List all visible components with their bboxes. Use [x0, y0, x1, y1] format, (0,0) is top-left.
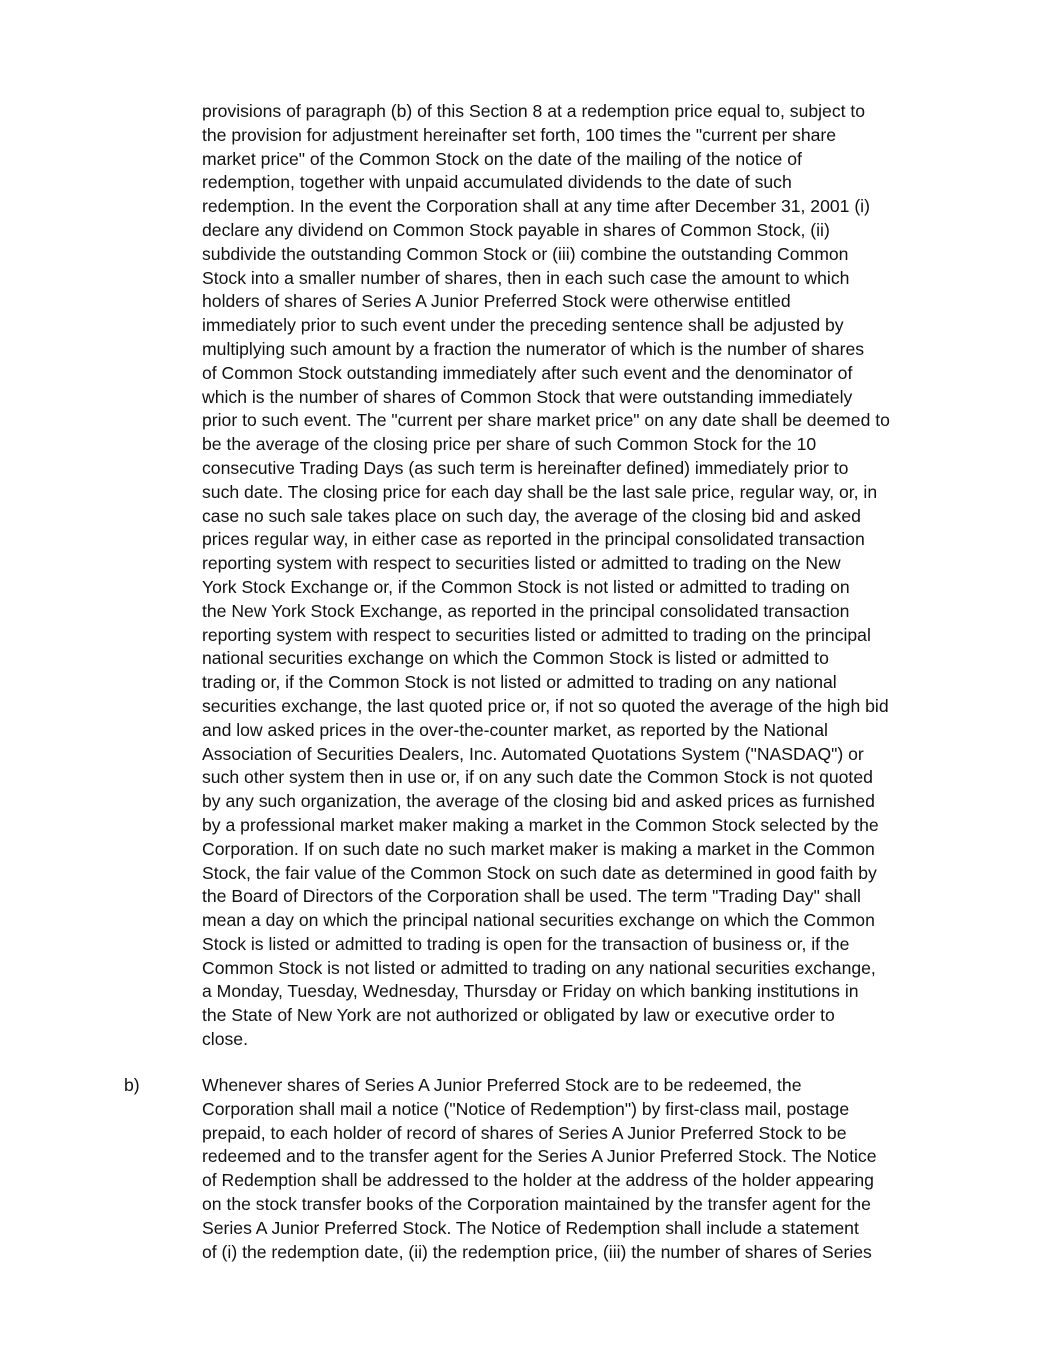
text-line: York Stock Exchange or, if the Common Stock is not listed or admitted to trading on — [202, 576, 850, 597]
text-line: the Board of Directors of the Corporation shall be used. The term "Trading Day" shall — [202, 886, 861, 907]
text-line: Corporation shall mail a notice ("Notice of Redemption") by first-class mail, postage — [202, 1098, 850, 1119]
text-line: the provision for adjustment hereinafter set forth, 100 times the "current per share — [202, 124, 837, 145]
text-line: prior to such event. The "current per share market price" on any date shall be deemed to — [202, 410, 890, 431]
text-line: a Monday, Tuesday, Wednesday, Thursday or Friday on which banking institutions in — [202, 981, 859, 1002]
text-line: market price" of the Common Stock on the date of the mailing of the notice of — [202, 148, 802, 169]
text-line: and low asked prices in the over-the-counter market, as reported by the National — [202, 719, 828, 740]
paragraph-b — [202, 1074, 930, 1264]
text-line: redemption. In the event the Corporation shall at any time after December 31, 2001 (i) — [202, 196, 870, 217]
text-line: redemption, together with unpaid accumulated dividends to the date of such — [202, 172, 792, 193]
text-line: Stock into a smaller number of shares, then in each such case the amount to which — [202, 267, 850, 288]
text-line: on the stock transfer books of the Corporation maintained by the transfer agent for the — [202, 1193, 871, 1214]
text-line: which is the number of shares of Common Stock that were outstanding immediately — [202, 386, 853, 407]
text-line: redeemed and to the transfer agent for the Series A Junior Preferred Stock. The Notice — [202, 1146, 877, 1167]
text-line: Stock, the fair value of the Common Stock on such date as determined in good faith by — [202, 862, 877, 883]
text-line: such other system then in use or, if on any such date the Common Stock is not quoted — [202, 767, 873, 788]
text-line: provisions of paragraph (b) of this Section 8 at a redemption price equal to, subject to — [202, 101, 866, 121]
text-line: subdivide the outstanding Common Stock or (iii) combine the outstanding Common — [202, 243, 849, 264]
text-line: of (i) the redemption date, (ii) the redemption price, (iii) the number of shares of Series — [202, 1241, 872, 1262]
paragraph-continuation — [202, 100, 930, 1052]
text-line: consecutive Trading Days (as such term is hereinafter defined) immediately prior to — [202, 457, 849, 478]
text-line: multiplying such amount by a fraction the numerator of which is the number of shares — [202, 338, 865, 359]
text-line: Common Stock is not listed or admitted to trading on any national securities exchange, — [202, 957, 876, 978]
text-line: mean a day on which the principal national securities exchange on which the Common — [202, 910, 875, 931]
text-line: national securities exchange on which the Common Stock is listed or admitted to — [202, 648, 829, 669]
text-line: immediately prior to such event under the preceding sentence shall be adjusted by — [202, 315, 844, 336]
text-line: such date. The closing price for each day shall be the last sale price, regular way, or, in — [202, 481, 878, 502]
text-line: Stock is listed or admitted to trading is open for the transaction of business or, if the — [202, 933, 850, 954]
text-line: case no such sale takes place on such day, the average of the closing bid and asked — [202, 505, 861, 526]
text-line: the New York Stock Exchange, as reported in the principal consolidated transaction — [202, 600, 850, 621]
text-line: reporting system with respect to securities listed or admitted to trading on the principal — [202, 624, 871, 645]
text-line: Corporation. If on such date no such market maker is making a market in the Common — [202, 838, 875, 859]
text-line: holders of shares of Series A Junior Preferred Stock were otherwise entitled — [202, 291, 791, 312]
text-line: Series A Junior Preferred Stock. The Notice of Redemption shall include a statement — [202, 1217, 859, 1238]
text-line: securities exchange, the last quoted price or, if not so quoted the average of the high bid — [202, 695, 889, 716]
text-line: prices regular way, in either case as reported in the principal consolidated transaction — [202, 529, 865, 550]
text-line: of Redemption shall be addressed to the holder at the address of the holder appearing — [202, 1170, 874, 1191]
text-line: the State of New York are not authorized or obligated by law or executive order to — [202, 1005, 835, 1026]
text-line: Whenever shares of Series A Junior Preferred Stock are to be redeemed, the — [202, 1075, 802, 1095]
text-line: Association of Securities Dealers, Inc. Automated Quotations System ("NASDAQ") or — [202, 743, 864, 764]
text-line: declare any dividend on Common Stock payable in shares of Common Stock, (ii) — [202, 219, 830, 240]
text-line: reporting system with respect to securities listed or admitted to trading on the New — [202, 553, 841, 574]
paragraph-b-label: b) — [124, 1075, 140, 1095]
text-line: close. — [202, 1029, 248, 1050]
text-line: trading or, if the Common Stock is not listed or admitted to trading on any national — [202, 672, 837, 693]
text-line: of Common Stock outstanding immediately after such event and the denominator of — [202, 362, 853, 383]
text-line: prepaid, to each holder of record of shares of Series A Junior Preferred Stock to be — [202, 1122, 847, 1143]
text-line: by a professional market maker making a market in the Common Stock selected by the — [202, 814, 879, 835]
text-line: by any such organization, the average of the closing bid and asked prices as furnished — [202, 791, 875, 812]
text-line: be the average of the closing price per share of such Common Stock for the 10 — [202, 434, 817, 455]
